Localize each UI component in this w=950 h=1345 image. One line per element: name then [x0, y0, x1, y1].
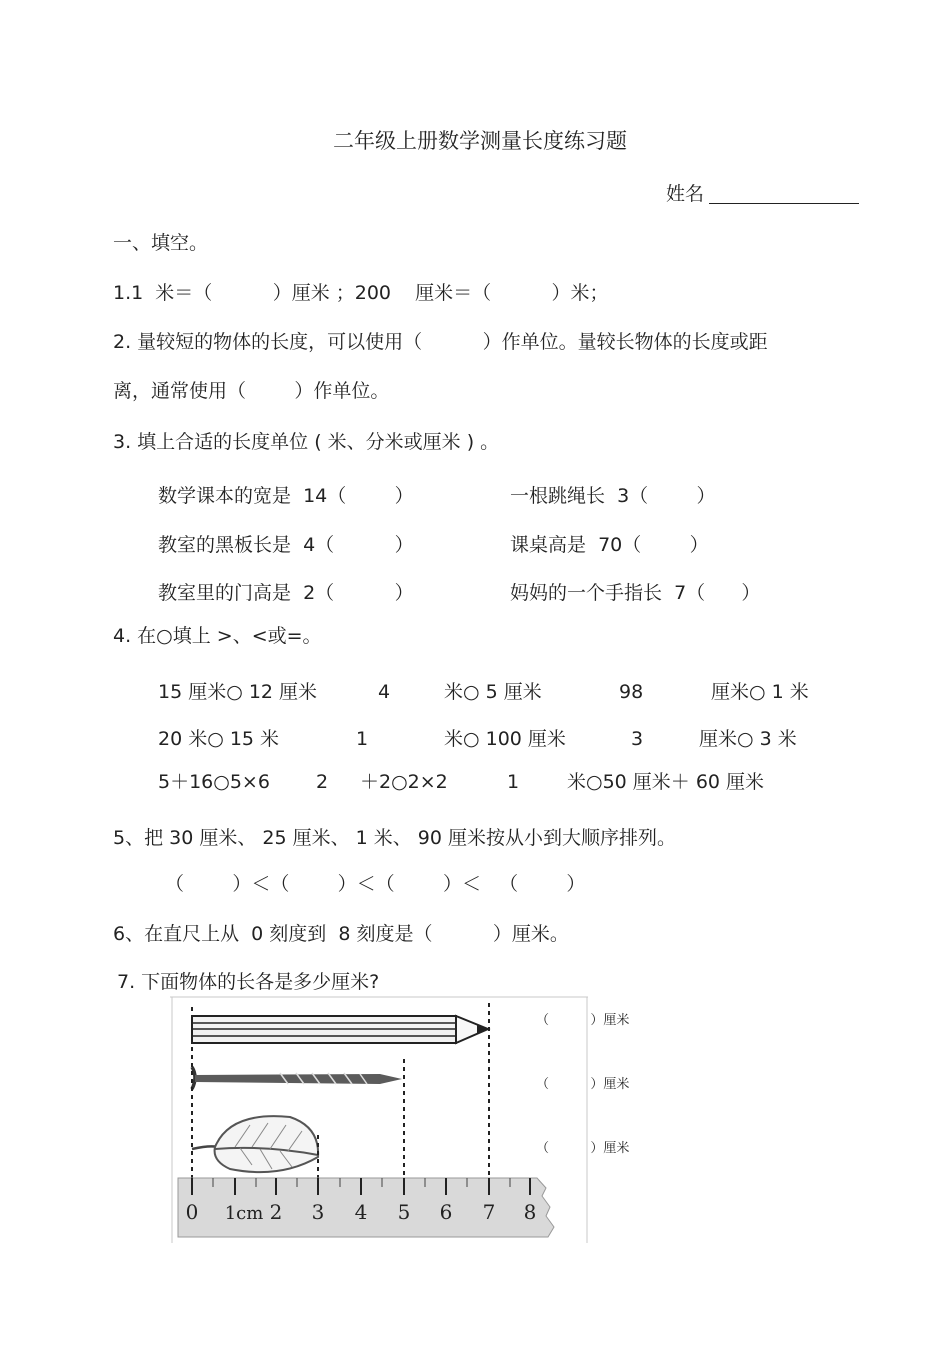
ruler-label: 6: [439, 1200, 453, 1224]
q4-item: 2: [316, 771, 329, 793]
ruler-label: 8: [523, 1200, 537, 1224]
q4-item: 米○ 100 厘米: [444, 728, 566, 750]
measurement-figure-svg: [170, 995, 588, 1243]
question-5: 5、把 30 厘米、 25 厘米、 1 米、 90 厘米按从小到大顺序排列。: [113, 827, 677, 849]
q4-item: 1: [507, 771, 520, 793]
ruler-label: 5: [397, 1200, 411, 1224]
q4-item: 厘米○ 3 米: [699, 728, 797, 750]
q4-item: 3: [631, 728, 644, 750]
name-input-line[interactable]: [709, 203, 859, 204]
q4-item: 4: [378, 681, 391, 703]
name-label: 姓名: [666, 183, 705, 205]
q4-item: 1: [356, 728, 369, 750]
answer-blank-leaf: （ ）厘米: [536, 1141, 630, 1156]
q4-item: 米○ 5 厘米: [444, 681, 542, 703]
q4-item: 15 厘米○ 12 厘米: [158, 681, 318, 703]
question-3: 3. 填上合适的长度单位 ( 米、分米或厘米 ) 。: [113, 431, 500, 453]
ruler-label: 4: [354, 1200, 368, 1224]
q4-item: 厘米○ 1 米: [711, 681, 809, 703]
leaf-icon: [192, 1116, 318, 1172]
measurement-figure: [170, 995, 588, 1243]
q4-item: 98: [619, 681, 644, 703]
ruler-label: 1cm: [224, 1203, 264, 1224]
answer-blank-pencil: （ ）厘米: [536, 1013, 630, 1028]
q4-item: 20 米○ 15 米: [158, 728, 280, 750]
q3-item: 一根跳绳长 3（ ）: [510, 485, 716, 507]
question-7: 7. 下面物体的长各是多少厘米?: [117, 971, 380, 993]
nail-icon: [192, 1067, 402, 1089]
q3-item: 数学课本的宽是 14（ ）: [158, 485, 414, 507]
ruler-label: 0: [185, 1200, 199, 1224]
question-1: 1.1 米＝（ ）厘米 ；200 厘米＝（ ）米；: [113, 282, 609, 304]
ruler-label: 3: [311, 1200, 325, 1224]
page-title: 二年级上册数学测量长度练习题: [333, 129, 627, 153]
question-6: 6、在直尺上从 0 刻度到 8 刻度是（ ）厘米。: [113, 923, 569, 945]
ruler-label: 7: [482, 1200, 496, 1224]
question-2-line-2: 离，通常使用（ ）作单位。: [113, 380, 390, 402]
q4-item: 5＋16○5×6: [158, 771, 270, 793]
section-heading: 一、填空。: [113, 232, 209, 254]
pencil-icon: [192, 1016, 488, 1043]
q3-item: 教室里的门高是 2（ ）: [158, 582, 414, 604]
ruler-label: 2: [269, 1200, 283, 1224]
question-2-line-1: 2. 量较短的物体的长度，可以使用（ ）作单位。量较长物体的长度或距: [113, 331, 768, 353]
answer-blank-nail: （ ）厘米: [536, 1077, 630, 1092]
ruler-icon: [178, 1178, 554, 1237]
q3-item: 教室的黑板长是 4（ ）: [158, 534, 414, 556]
q5-blanks: （ ）＜（ ）＜（ ）＜ （ ）: [165, 873, 586, 895]
q4-item: 米○50 厘米＋ 60 厘米: [567, 771, 765, 793]
question-4: 4. 在○填上 >、<或=。: [113, 625, 322, 647]
q4-item: ＋2○2×2: [360, 771, 448, 793]
q3-item: 课桌高是 70（ ）: [510, 534, 709, 556]
q3-item: 妈妈的一个手指长 7（ ）: [510, 582, 761, 604]
